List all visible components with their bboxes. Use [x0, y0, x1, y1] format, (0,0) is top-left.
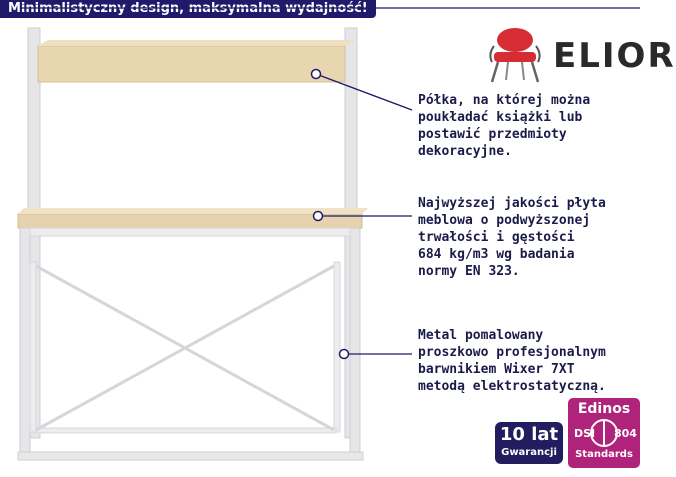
- certificate-badge: [568, 398, 640, 468]
- shelf-pointer-dot: [312, 70, 321, 79]
- foot-rail: [18, 452, 363, 460]
- callout-line: Metal pomalowany: [418, 328, 544, 343]
- certificate-bottom: Standards: [575, 449, 633, 460]
- callout-line: Półka, na której można: [418, 93, 591, 108]
- certificate-left: DSI: [574, 427, 596, 440]
- warranty-value: 10 lat: [499, 424, 559, 445]
- callout-board: [418, 195, 643, 280]
- callout-line: trwałości i gęstości: [418, 230, 575, 245]
- certificate-title: Edinos: [577, 401, 631, 417]
- apron: [30, 228, 350, 236]
- callout-line: normy EN 323.: [418, 264, 520, 279]
- board-pointer-dot: [314, 212, 323, 221]
- callout-line: meblowa o podwyższonej: [418, 213, 591, 228]
- headline-text: Minimalistyczny design, maksymalna wydajność!: [8, 1, 368, 16]
- certificate-right: 804: [614, 427, 637, 440]
- red-chair-icon: [480, 18, 550, 86]
- certificate-mark: [568, 418, 640, 448]
- front-right-leg: [350, 228, 360, 458]
- callout-line: metodą elektrostatyczną.: [418, 379, 606, 394]
- desk-top: [18, 214, 362, 228]
- callout-line: postawić przedmioty: [418, 127, 567, 142]
- shelf-pointer-line: [316, 74, 412, 110]
- callout-line: poukładać książki lub: [418, 110, 583, 125]
- callout-line: dekoracyjne.: [418, 144, 512, 159]
- brand-name: ELIOR: [553, 36, 676, 76]
- callout-line: proszkowo profesjonalnym: [418, 345, 606, 360]
- front-left-leg: [20, 228, 30, 458]
- upper-shelf: [38, 46, 345, 82]
- metal-pointer-dot: [340, 350, 349, 359]
- rear-foot-rail: [36, 428, 336, 433]
- callout-shelf: [418, 92, 643, 160]
- warranty-label: Gwarancji: [501, 447, 557, 458]
- rear-left-leg: [30, 262, 36, 432]
- rear-right-leg: [334, 262, 340, 432]
- warranty-badge: [495, 422, 563, 464]
- brand-logo: [480, 18, 676, 86]
- callout-line: 684 kg/m3 wg badania: [418, 247, 575, 262]
- callout-metal: [418, 327, 643, 395]
- upper-shelf-top: [38, 40, 356, 46]
- callout-line: barwnikiem Wixer 7XT: [418, 362, 575, 377]
- callout-line: Najwyższej jakości płyta: [418, 196, 606, 211]
